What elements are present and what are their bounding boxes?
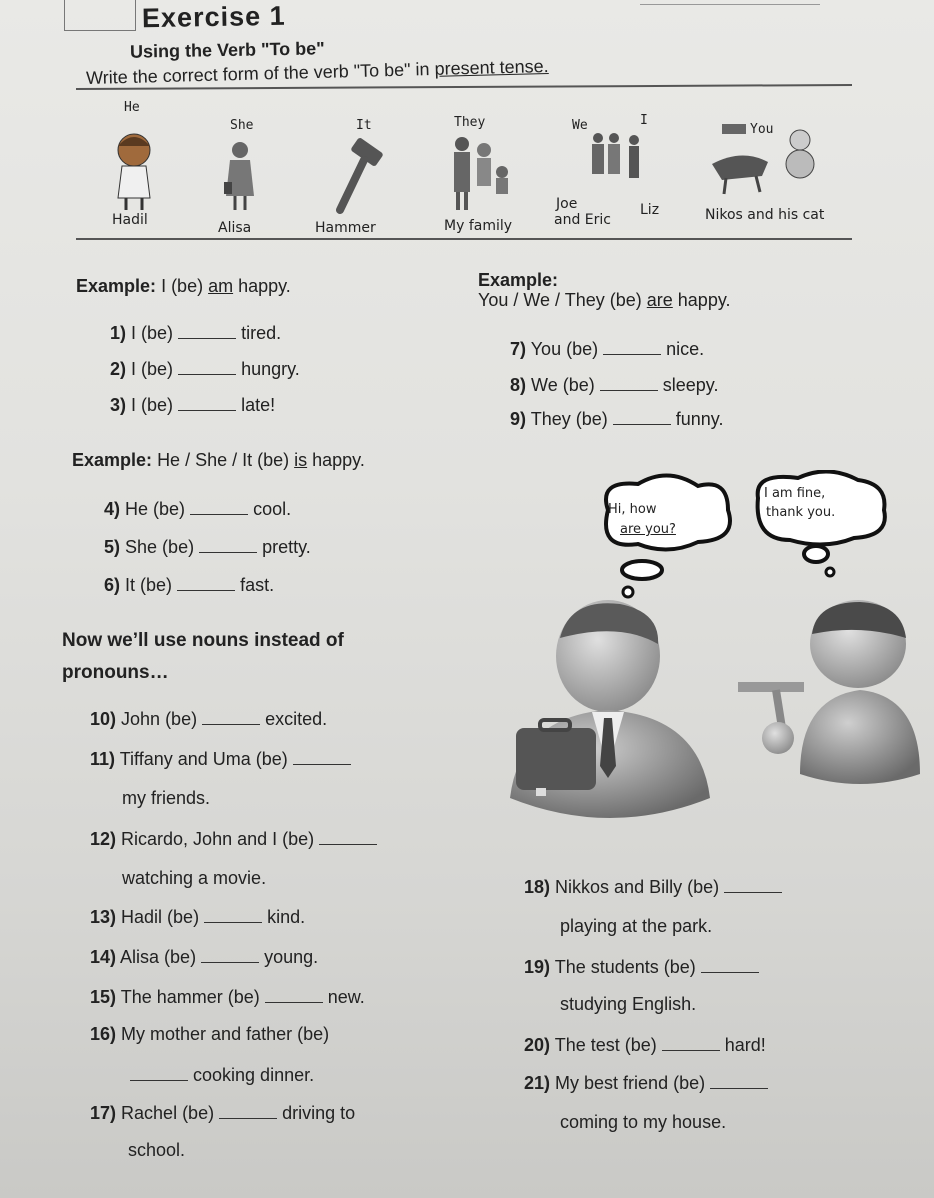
answer-blank[interactable] [130,1064,188,1081]
item-19-cont: studying English. [560,994,697,1014]
name-nikos-cat: Nikos and his cat [705,207,825,223]
answer-blank[interactable] [724,876,782,893]
pronoun-you: You [750,122,774,137]
hammer-icon [330,138,390,214]
item-4: 4) He (be) cool. [104,499,292,519]
item-17: 17) Rachel (be) driving to [90,1103,356,1123]
answer-blank[interactable] [600,374,658,391]
name-hadil: Hadil [112,212,148,228]
answer-blank[interactable] [293,748,351,765]
answer-blank[interactable] [177,574,235,591]
corner-box [64,0,136,31]
answer-blank[interactable] [178,358,236,375]
item-16: 16) My mother and father (be) [90,1024,330,1044]
answer-blank[interactable] [178,322,236,339]
answer-blank[interactable] [613,408,671,425]
example-3: Example: He / She / It (be) is happy. [72,450,365,470]
item-8: 8) We (be) sleepy. [510,375,719,395]
item-13: 13) Hadil (be) kind. [90,907,306,927]
item-18-cont: playing at the park. [560,916,713,936]
answer-blank[interactable] [199,536,257,553]
instructions: Write the correct form of the verb "To be" in present tense. [85,55,549,89]
subtitle: Using the Verb "To be" [129,38,325,62]
item-12-cont: watching a movie. [122,868,267,888]
bubble-left-line1: Hi, how [608,502,657,517]
name-my-family: My family [444,218,513,234]
nikos-cat-icon [702,118,832,198]
name-alisa: Alisa [218,220,252,236]
name-liz: Liz [640,202,660,218]
item-12: 12) Ricardo, John and I (be) [90,828,377,850]
joe-eric-liz-icon [586,128,646,192]
family-icon [444,134,524,214]
item-14: 14) Alisa (be) young. [90,947,319,967]
alisa-figure-icon [220,138,260,214]
pronoun-it: It [356,118,372,133]
item-16-cont: cooking dinner. [130,1064,314,1086]
name-hammer: Hammer [315,220,376,236]
example-2-label: Example: [478,270,559,290]
answer-blank[interactable] [204,906,262,923]
item-3: 3) I (be) late! [110,395,276,415]
header-line [640,4,820,5]
item-17-cont: school. [128,1140,186,1160]
answer-blank[interactable] [190,498,248,515]
item-9: 9) They (be) funny. [510,409,724,429]
section-title-line2: pronouns… [62,662,169,683]
pronoun-they: They [454,115,486,130]
name-and-eric: and Eric [554,212,611,228]
name-joe: Joe [556,196,578,212]
item-11: 11) Tiffany and Uma (be) [90,748,351,770]
people-illustration-icon [500,598,920,858]
pronoun-i: I [640,113,648,128]
page-title: Exercise 1 [141,0,286,34]
bubble-right-line2: thank you. [766,505,836,520]
bubble-right-line1: I am fine, [764,486,826,501]
item-15: 15) The hammer (be) new. [90,987,365,1007]
answer-blank[interactable] [178,394,236,411]
example-2: You / We / They (be) are happy. [478,290,731,310]
answer-blank[interactable] [662,1034,720,1051]
item-11-cont: my friends. [122,788,211,808]
answer-blank[interactable] [319,828,377,845]
answer-blank[interactable] [265,986,323,1003]
answer-blank[interactable] [219,1102,277,1119]
answer-blank[interactable] [701,956,759,973]
answer-blank[interactable] [201,946,259,963]
pronoun-we: We [572,118,588,133]
item-7: 7) You (be) nice. [510,339,705,359]
example-1: Example: I (be) am happy. [76,276,291,296]
item-18: 18) Nikkos and Billy (be) [524,876,782,898]
item-2: 2) I (be) hungry. [110,359,300,379]
bubble-left-line2: are you? [620,522,676,537]
pronoun-she: She [230,118,254,133]
pronoun-he: He [124,100,140,115]
item-21: 21) My best friend (be) [524,1072,768,1094]
item-1: 1) I (be) tired. [110,323,282,343]
answer-blank[interactable] [710,1072,768,1089]
speech-bubbles [578,470,898,610]
item-20: 20) The test (be) hard! [524,1035,766,1055]
pictures-rule [76,238,852,240]
section-title-line1: Now we’ll use nouns instead of [62,630,344,651]
hadil-figure-icon [104,122,164,212]
item-21-cont: coming to my house. [560,1112,727,1132]
item-19: 19) The students (be) [524,956,759,978]
item-10: 10) John (be) excited. [90,709,328,729]
item-6: 6) It (be) fast. [104,575,275,595]
item-5: 5) She (be) pretty. [104,537,311,557]
answer-blank[interactable] [202,708,260,725]
answer-blank[interactable] [603,338,661,355]
